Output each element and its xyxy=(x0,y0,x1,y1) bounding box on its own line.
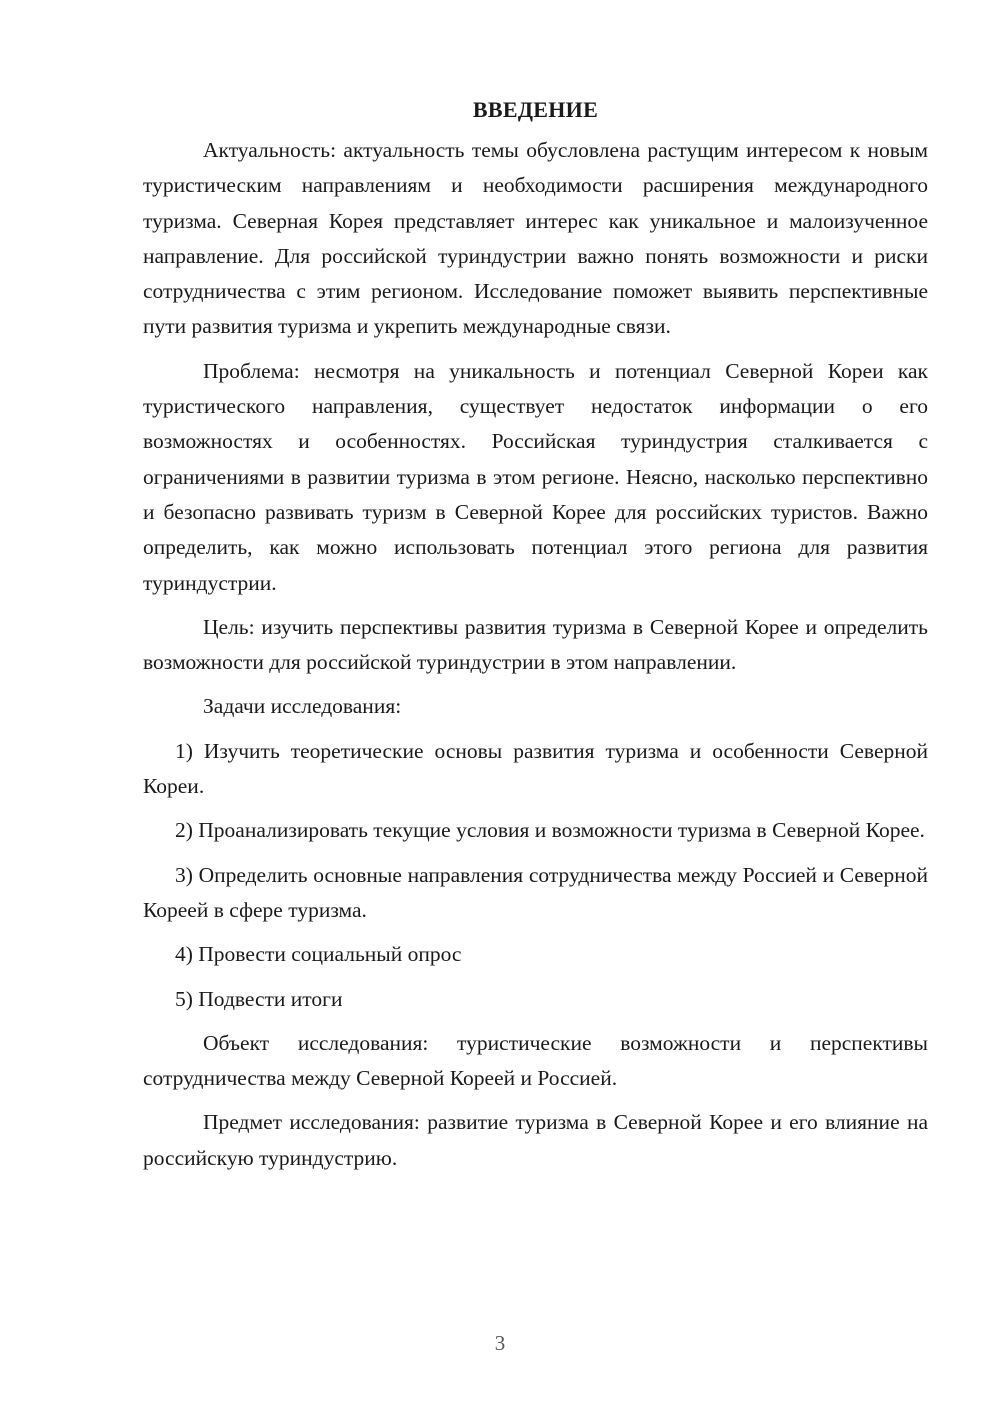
page-title: ВВЕДЕНИЕ xyxy=(472,97,599,122)
document-page xyxy=(143,95,928,1185)
tasks-heading: Задачи исследования: xyxy=(203,694,402,719)
page-number: 3 xyxy=(494,1331,506,1355)
paragraph-relevance: Актуальность: актуальность темы обусловлена растущим интересом к новым туристическим направлениям и необходимости расширения международного туризма. Северная Корея представляет интерес как уникальное и малоизученное направление. Для российской туриндустрии важно понять возможности и риски сотрудничества с этим регионом. Исследование поможет выявить перспективные пути развития туризма и укрепить международные связи. xyxy=(143,138,928,339)
list-item: 3) Определить основные направления сотрудничества между Россией и Северной Кореей в сфере туризма. xyxy=(143,862,928,922)
list-item: 1) Изучить теоретические основы развития туризма и особенности Северной Кореи. xyxy=(143,738,928,799)
list-item: 2) Проанализировать текущие условия и возможности туризма в Северной Корее. xyxy=(175,818,925,843)
paragraph-goal: Цель: изучить перспективы развития туризма в Северной Корее и определить возможности для российской туриндустрии в этом направлении. xyxy=(143,614,928,675)
paragraph-object: Объект исследования: туристические возможности и перспективы сотрудничества между Северной Кореей и Россией. xyxy=(143,1030,928,1091)
tasks-list xyxy=(143,734,928,1017)
paragraph-subject: Предмет исследования: развитие туризма в Северной Корее и его влияние на российскую туриндустрию. xyxy=(143,1110,928,1170)
list-item: 5) Подвести итоги xyxy=(175,986,343,1011)
list-item: 4) Провести социальный опрос xyxy=(175,942,462,967)
paragraph-problem: Проблема: несмотря на уникальность и потенциал Северной Кореи как туристического направления, существует недостаток информации о его возможностях и особенностях. Российская туриндустрия сталкивается с ограничениями в развитии туризма в этом регионе. Неясно, насколько перспективно и безопасно развивать туризм в Северной Корее для российских туристов. Важно определить, как можно использовать потенциал этого региона для развития туриндустрии. xyxy=(143,358,928,595)
